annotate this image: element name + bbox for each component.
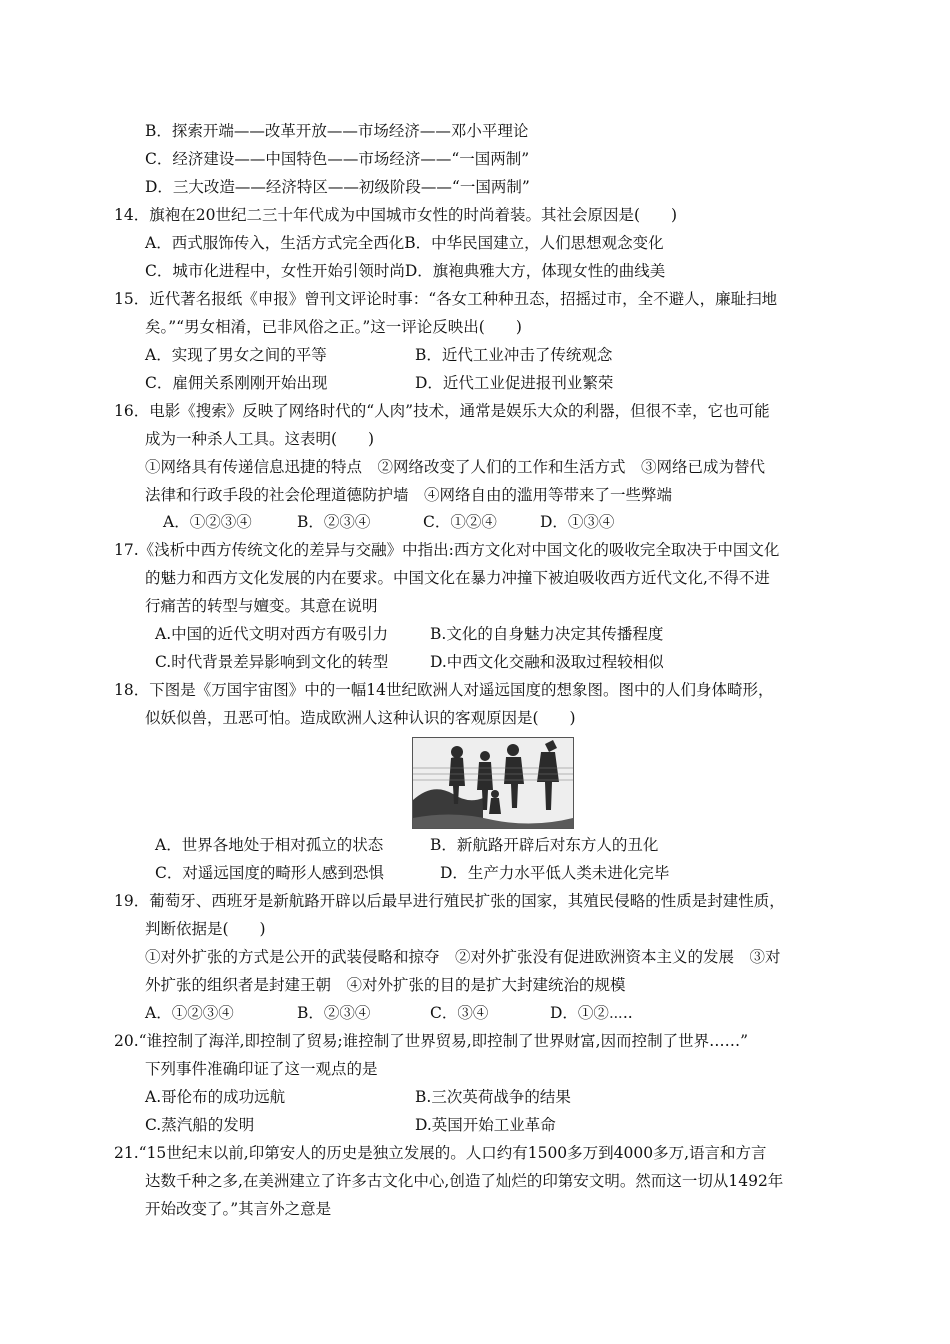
q13-option-b: B．探索开端——改革开放——市场经济——邓小平理论	[145, 122, 529, 140]
q19-option-a: A．①②③④	[145, 1004, 234, 1022]
q19-items-line2: 外扩张的组织者是封建王朝 ④对外扩张的目的是扩大封建统治的规模	[145, 976, 626, 994]
q14-options-ab: A．西式服饰传入，生活方式完全西化B．中华民国建立，人们思想观念变化	[145, 234, 664, 252]
q15-option-a: A．实现了男女之间的平等	[145, 346, 327, 364]
q16-items-line1: ①网络具有传递信息迅捷的特点 ②网络改变了人们的工作和生活方式 ③网络已成为替代	[145, 458, 766, 476]
q15-stem-line1: 15．近代著名报纸《申报》曾刊文评论时事：“各女工种种丑态，招摇过市，全不避人，廉耻扫地	[114, 290, 778, 308]
q15-option-d: D．近代工业促进报刊业繁荣	[415, 374, 614, 392]
q16-stem-line1: 16．电影《搜索》反映了网络时代的“人肉”技术，通常是娱乐大众的利器，但很不幸，它也可能	[114, 402, 770, 420]
q13-option-d: D．三大改造——经济特区——初级阶段——“一国两制”	[145, 178, 530, 196]
q17-option-c: C.时代背景差异影响到文化的转型	[155, 653, 389, 671]
q20-option-c: C.蒸汽船的发明	[145, 1116, 255, 1134]
q20-option-d: D.英国开始工业革命	[415, 1116, 556, 1134]
q16-option-b: B．②③④	[297, 513, 371, 531]
q16-option-d: D．①③④	[540, 513, 615, 531]
q21-stem-line2: 达数千种之多,在美洲建立了许多古文化中心,创造了灿烂的印第安文明。然而这一切从1492年	[145, 1172, 784, 1190]
q17-stem-line2: 的魅力和西方文化发展的内在要求。中国文化在暴力冲撞下被迫吸收西方近代文化,不得不进	[145, 569, 770, 587]
q18-option-b: B．新航路开辟后对东方人的丑化	[430, 836, 659, 854]
q18-stem-line2: 似妖似兽，丑恶可怕。造成欧洲人这种认识的客观原因是( )	[145, 709, 576, 727]
q19-option-d: D．①②⋯..	[550, 1004, 633, 1022]
q20-option-a: A.哥伦布的成功远航	[145, 1088, 286, 1106]
q19-stem-line1: 19．葡萄牙、西班牙是新航路开辟以后最早进行殖民扩张的国家，其殖民侵略的性质是封建性质，	[114, 892, 785, 910]
q15-stem-line2: 矣。”“男女相淆，已非风俗之正。”这一评论反映出( )	[145, 318, 522, 336]
q20-stem-line2: 下列事件准确印证了这一观点的是	[145, 1060, 378, 1078]
q17-stem-line1: 17.《浅析中西方传统文化的差异与交融》中指出:西方文化对中国文化的吸收完全取决于中国文化	[114, 541, 780, 559]
q19-stem-line2: 判断依据是( )	[145, 920, 266, 938]
q17-option-a: A.中国的近代文明对西方有吸引力	[155, 625, 389, 643]
q18-stem-line1: 18．下图是《万国宇宙图》中的一幅14世纪欧洲人对遥远国度的想象图。图中的人们身体畸形，	[114, 681, 774, 699]
q17-stem-line3: 行痛苦的转型与嬗变。其意在说明	[145, 597, 378, 615]
q18-option-a: A．世界各地处于相对孤立的状态	[155, 836, 384, 854]
q16-items-line2: 法律和行政手段的社会伦理道德防护墙 ④网络自由的滥用等带来了一些弊端	[145, 486, 673, 504]
q17-option-b: B.文化的自身魅力决定其传播程度	[430, 625, 664, 643]
q17-option-d: D.中西文化交融和汲取过程较相似	[430, 653, 664, 671]
q13-option-c: C．经济建设——中国特色——市场经济——“一国两制”	[145, 150, 530, 168]
q20-stem-line1: 20.“谁控制了海洋,即控制了贸易;谁控制了世界贸易,即控制了世界财富,因而控制了世界……”	[114, 1032, 749, 1050]
q20-option-b: B.三次英荷战争的结果	[415, 1088, 571, 1106]
q16-stem-line2: 成为一种杀人工具。这表明( )	[145, 430, 375, 448]
q21-stem-line3: 开始改变了。”其言外之意是	[145, 1200, 332, 1218]
q18-option-d: D．生产力水平低人类未进化完毕	[440, 864, 670, 882]
q16-option-a: A．①②③④	[163, 513, 252, 531]
q19-items-line1: ①对外扩张的方式是公开的武装侵略和掠夺 ②对外扩张没有促进欧洲资本主义的发展 ③对	[145, 948, 781, 966]
q19-option-b: B．②③④	[297, 1004, 371, 1022]
q14-options-cd: C．城市化进程中，女性开始引领时尚D．旗袍典雅大方，体现女性的曲线美	[145, 262, 666, 280]
q15-option-b: B．近代工业冲击了传统观念	[415, 346, 613, 364]
q16-option-c: C．①②④	[423, 513, 497, 531]
q19-option-c: C．③④	[430, 1004, 489, 1022]
q14-stem: 14．旗袍在20世纪二三十年代成为中国城市女性的时尚着装。其社会原因是( )	[114, 206, 678, 224]
woodcut-illustration	[412, 737, 574, 829]
q15-option-c: C．雇佣关系刚刚开始出现	[145, 374, 328, 392]
q18-option-c: C．对遥远国度的畸形人感到恐惧	[155, 864, 384, 882]
q21-stem-line1: 21.“15世纪末以前,印第安人的历史是独立发展的。人口约有1500多万到4000多万,语言和方言	[114, 1144, 767, 1162]
